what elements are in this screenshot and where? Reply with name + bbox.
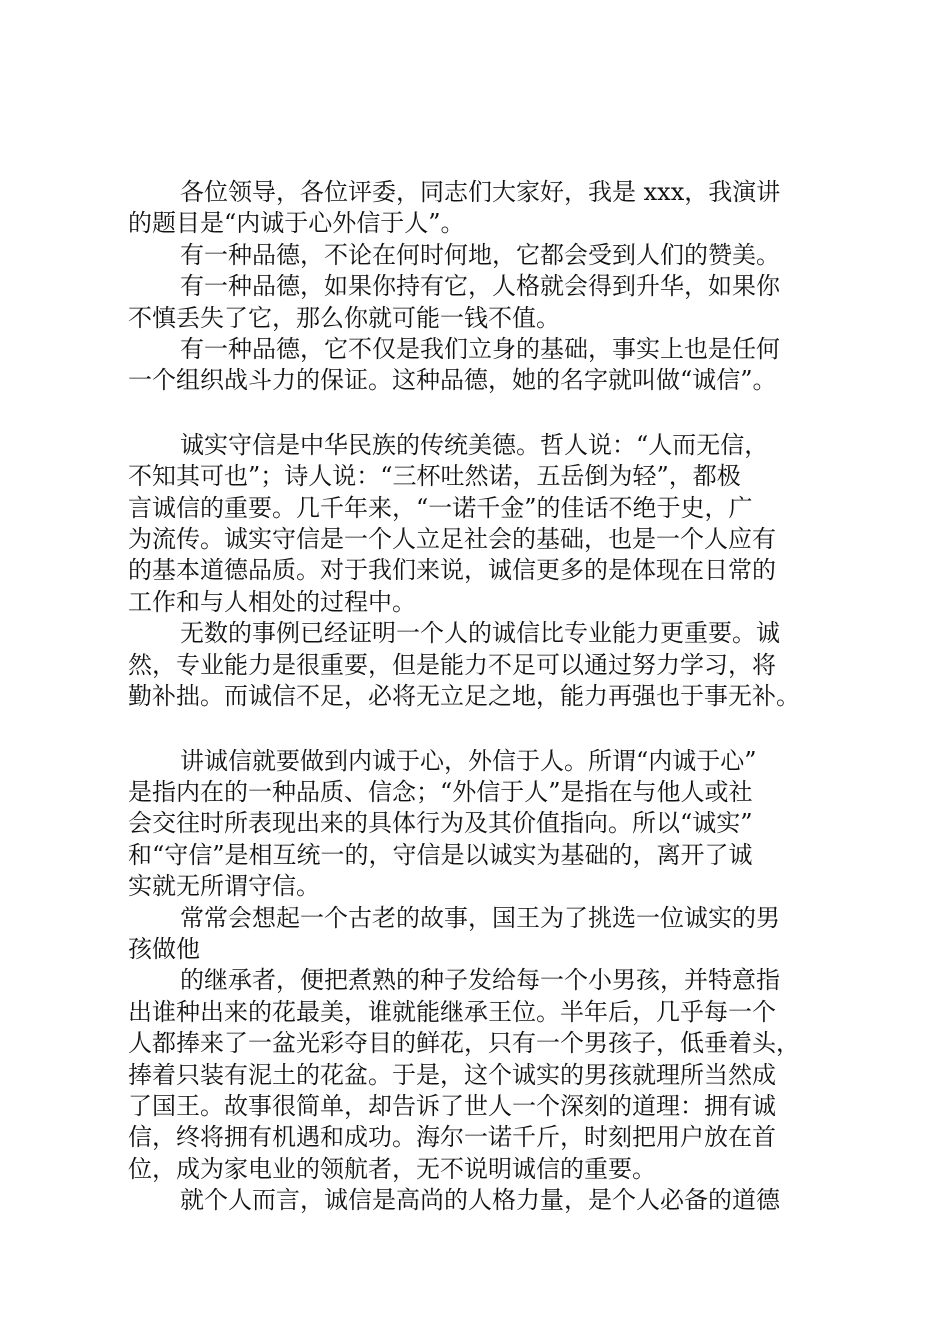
paragraph-gap <box>128 397 848 430</box>
text-line: 有一种品德，它不仅是我们立身的基础，事实上也是任何 <box>180 335 780 364</box>
text-line: 言诚信的重要。几千年来，“一诺千金”的佳话不绝于史，广 <box>128 493 753 522</box>
text-line: 有一种品德，不论在何时何地，它都会受到人们的赞美。 <box>180 240 780 269</box>
text-line: 讲诚信就要做到内诚于心，外信于人。所谓“内诚于心” <box>180 746 757 775</box>
text-line: 的题目是“内诚于心外信于人”。 <box>128 209 465 238</box>
text-line: 为流传。诚实守信是一个人立足社会的基础，也是一个人应有 <box>128 525 776 554</box>
text-line: 常常会想起一个古老的故事，国王为了挑选一位诚实的男 <box>180 903 780 932</box>
text-line: 然，专业能力是很重要，但是能力不足可以通过努力学习，将 <box>128 650 776 679</box>
text-line: 不慎丢失了它，那么你就可能一钱不值。 <box>128 303 560 332</box>
text-line: 会交往时所表现出来的具体行为及其价值指向。所以“诚实” <box>128 809 753 838</box>
text-line: 人都捧来了一盆光彩夺目的鲜花，只有一个男孩子，低垂着头， <box>128 1029 800 1058</box>
text-line: 不知其可也”；诗人说：“三杯吐然诺，五岳倒为轻”，都极 <box>128 462 741 491</box>
text-line: 有一种品德，如果你持有它，人格就会得到升华，如果你 <box>180 272 780 301</box>
document-body <box>128 177 848 1217</box>
text-line: 和“守信”是相互统一的，守信是以诚实为基础的，离开了诚 <box>128 840 753 869</box>
text-line: 信，终将拥有机遇和成功。海尔一诺千斤，时刻把用户放在首 <box>128 1123 776 1152</box>
text-line: 一个组织战斗力的保证。这种品德，她的名字就叫做“诚信”。 <box>128 366 777 395</box>
text-line: 孩做他 <box>128 934 200 963</box>
text-line: 捧着只装有泥土的花盆。于是，这个诚实的男孩就理所当然成 <box>128 1060 776 1089</box>
text-line: 实就无所谓守信。 <box>128 872 320 901</box>
text-line: 是指内在的一种品质、信念；“外信于人”是指在与他人或社 <box>128 777 753 806</box>
text-line: 无数的事例已经证明一个人的诚信比专业能力更重要。诚 <box>180 619 780 648</box>
text-line: 各位领导，各位评委，同志们大家好，我是 xxx，我演讲 <box>180 178 781 206</box>
text-line: 了国王。故事很简单，却告诉了世人一个深刻的道理：拥有诚 <box>128 1091 776 1120</box>
text-line: 诚实守信是中华民族的传统美德。哲人说：“人而无信， <box>180 430 769 459</box>
text-line: 出谁种出来的花最美，谁就能继承王位。半年后，几乎每一个 <box>128 997 776 1026</box>
text-line: 工作和与人相处的过程中。 <box>128 587 416 616</box>
paragraph-gap <box>128 713 848 746</box>
text-line: 就个人而言，诚信是高尚的人格力量，是个人必备的道德 <box>180 1186 780 1215</box>
text-line: 的继承者，便把煮熟的种子发给每一个小男孩，并特意指 <box>180 966 780 995</box>
text-line: 位，成为家电业的领航者，无不说明诚信的重要。 <box>128 1154 656 1183</box>
text-line: 勤补拙。而诚信不足，必将无立足之地，能力再强也于事无补。 <box>128 682 800 711</box>
text-line: 的基本道德品质。对于我们来说，诚信更多的是体现在日常的 <box>128 556 776 585</box>
